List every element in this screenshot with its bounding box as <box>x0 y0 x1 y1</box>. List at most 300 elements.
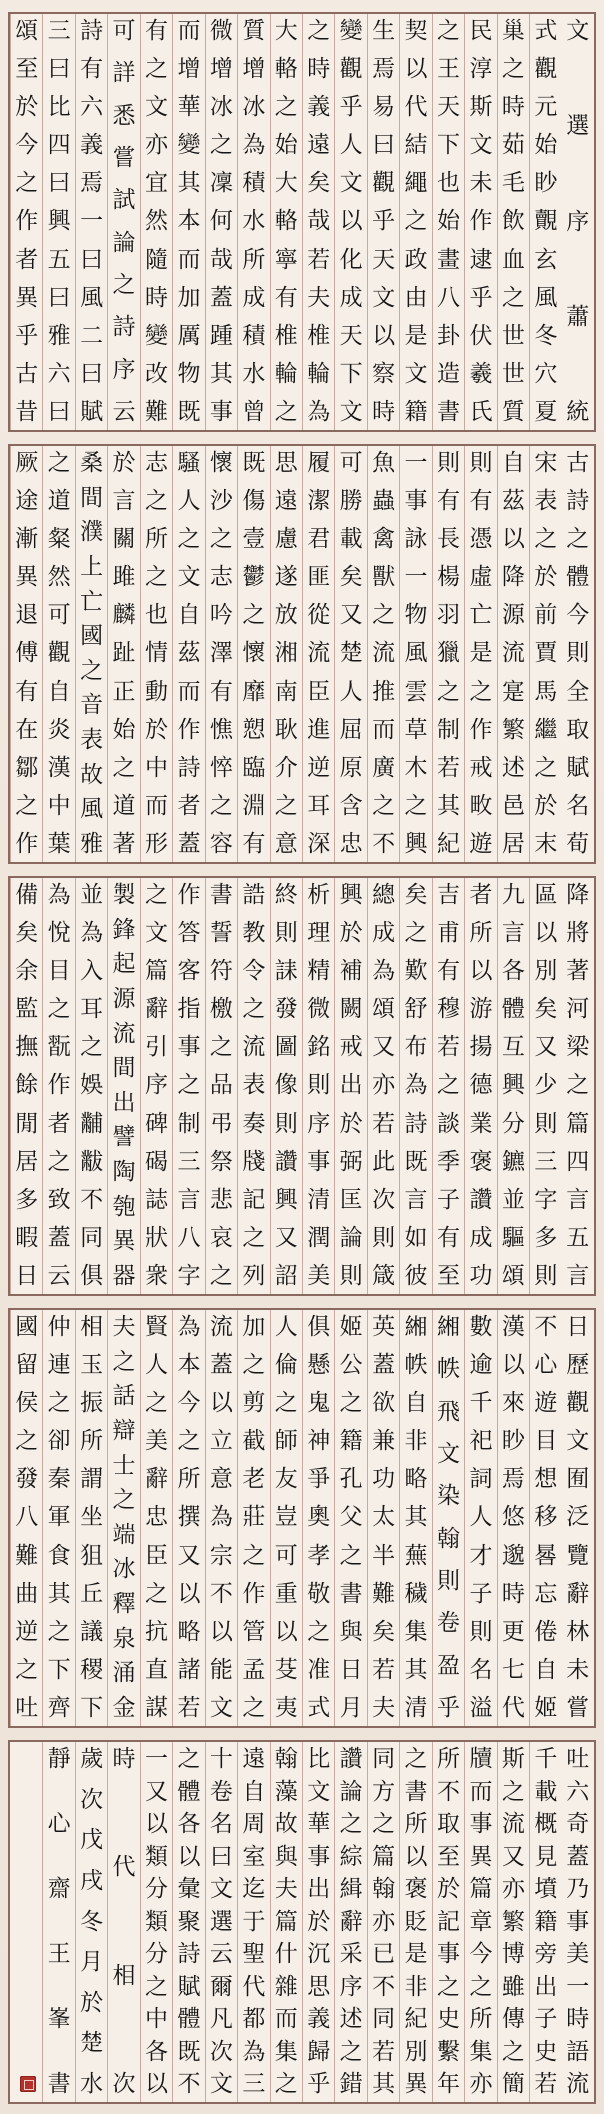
glyph: 十 <box>209 1746 233 1772</box>
glyph: 斯 <box>501 1746 525 1772</box>
glyph: 關 <box>112 526 136 553</box>
glyph: 代 <box>242 1973 266 2000</box>
glyph: 出 <box>339 1072 363 1099</box>
glyph: 清 <box>404 1694 428 1721</box>
glyph: 亡 <box>469 602 493 629</box>
glyph: 傅 <box>15 640 39 667</box>
glyph: 沙 <box>209 488 233 515</box>
glyph: 道 <box>112 792 136 819</box>
glyph: 之 <box>112 1487 136 1514</box>
text-column <box>75 14 107 430</box>
glyph: 觀 <box>47 640 71 667</box>
glyph: 潔 <box>307 488 331 515</box>
glyph: 則 <box>274 920 298 947</box>
glyph: 書 <box>404 1778 428 1805</box>
glyph: 改 <box>144 360 168 387</box>
glyph: 放 <box>274 602 298 629</box>
glyph: 鬼 <box>307 1390 331 1417</box>
glyph: 則 <box>534 1262 558 1289</box>
text-column <box>107 1310 139 1726</box>
glyph: 從 <box>307 602 331 629</box>
glyph: 之 <box>436 678 460 705</box>
glyph: 涌 <box>112 1660 136 1687</box>
glyph: 篇 <box>144 958 168 985</box>
glyph: 牘 <box>469 1746 493 1772</box>
glyph: 下 <box>80 1694 104 1721</box>
glyph: 千 <box>534 1746 558 1772</box>
glyph: 宋 <box>534 450 558 476</box>
glyph: 桑 <box>80 450 104 476</box>
glyph: 事 <box>307 1843 331 1870</box>
glyph: 來 <box>501 1390 525 1417</box>
glyph: 葉 <box>47 830 71 857</box>
glyph: 諸 <box>177 1656 201 1683</box>
glyph: 意 <box>209 1466 233 1493</box>
glyph: 集 <box>404 1618 428 1645</box>
glyph: 羲 <box>469 360 493 387</box>
glyph: 雲 <box>404 678 428 705</box>
glyph: 相 <box>80 1314 104 1340</box>
glyph: 品 <box>209 1072 233 1099</box>
glyph: 俱 <box>80 1262 104 1289</box>
glyph: 若 <box>372 2038 396 2065</box>
glyph: 而 <box>177 246 201 273</box>
glyph: 昔 <box>15 398 39 425</box>
glyph: 化 <box>339 246 363 273</box>
glyph: 之 <box>47 1148 71 1175</box>
glyph: 椎 <box>274 322 298 349</box>
glyph: 風 <box>80 796 104 823</box>
glyph: 潤 <box>307 1224 331 1251</box>
glyph: 丘 <box>80 1580 104 1607</box>
glyph: 愬 <box>242 716 266 743</box>
glyph: 意 <box>274 830 298 857</box>
glyph: 布 <box>404 1034 428 1061</box>
glyph: 之 <box>372 792 396 819</box>
glyph: 類 <box>144 1908 168 1935</box>
glyph: 體 <box>177 2006 201 2032</box>
glyph: 六 <box>47 360 71 387</box>
glyph: 准 <box>307 1656 331 1683</box>
glyph: 論 <box>339 1224 363 1251</box>
glyph: 時 <box>501 94 525 121</box>
glyph: 以 <box>501 526 525 553</box>
glyph: 繁 <box>501 1908 525 1935</box>
glyph: 之 <box>436 1973 460 2000</box>
glyph: 述 <box>501 754 525 781</box>
glyph: 下 <box>436 132 460 159</box>
glyph: 氏 <box>469 398 493 425</box>
glyph: 玉 <box>80 1352 104 1379</box>
glyph: 立 <box>209 1428 233 1455</box>
glyph: 則 <box>534 1110 558 1137</box>
glyph: 血 <box>501 246 525 273</box>
glyph: 華 <box>307 1811 331 1837</box>
glyph: 之 <box>274 1390 298 1417</box>
glyph: 水 <box>242 208 266 235</box>
glyph: 言 <box>177 1186 201 1213</box>
glyph: 盈 <box>436 1652 460 1679</box>
text-column <box>464 446 496 862</box>
glyph: 耿 <box>274 716 298 743</box>
text-column <box>432 1310 464 1726</box>
glyph: 之 <box>372 602 396 629</box>
glyph: 游 <box>469 996 493 1023</box>
glyph: 芟 <box>274 1656 298 1683</box>
glyph: 者 <box>469 882 493 908</box>
glyph: 之 <box>15 170 39 197</box>
glyph: 出 <box>307 1876 331 1902</box>
glyph: 動 <box>144 678 168 705</box>
text-grid <box>10 446 594 862</box>
glyph: 起 <box>112 951 136 978</box>
glyph: 何 <box>209 208 233 235</box>
glyph: 為 <box>209 1504 233 1531</box>
glyph: 詩 <box>80 18 104 44</box>
glyph: 今 <box>177 1390 201 1417</box>
glyph: 出 <box>534 1973 558 2000</box>
glyph: 間 <box>80 484 104 511</box>
glyph: 匏 <box>112 1193 136 1220</box>
glyph: 增 <box>177 56 201 83</box>
glyph: 略 <box>177 1618 201 1645</box>
glyph: 又 <box>144 1778 168 1805</box>
glyph: 思 <box>274 450 298 476</box>
glyph: 於 <box>339 1110 363 1137</box>
glyph: 之 <box>274 2071 298 2097</box>
glyph: 水 <box>242 360 266 387</box>
glyph: 之 <box>274 94 298 121</box>
glyph: 析 <box>307 882 331 908</box>
glyph: 心 <box>47 1811 71 1837</box>
glyph: 勝 <box>339 488 363 515</box>
glyph: 則 <box>566 640 590 667</box>
glyph: 之 <box>566 1072 590 1099</box>
glyph: 古 <box>15 360 39 387</box>
glyph: 鋒 <box>112 916 136 943</box>
glyph: 穆 <box>436 996 460 1023</box>
glyph: 坐 <box>80 1504 104 1531</box>
text-panel-2 <box>8 444 596 864</box>
glyph: 馬 <box>534 678 558 705</box>
glyph: 釋 <box>112 1591 136 1617</box>
text-column <box>562 1310 594 1726</box>
glyph: 形 <box>144 830 168 857</box>
glyph: 質 <box>501 398 525 425</box>
text-grid <box>10 14 594 430</box>
glyph: 之 <box>80 657 104 684</box>
glyph: 英 <box>372 1314 396 1340</box>
glyph: 士 <box>112 1452 136 1479</box>
glyph: 之 <box>566 526 590 553</box>
glyph: 作 <box>177 716 201 743</box>
glyph: 序 <box>566 208 590 235</box>
glyph: 姬 <box>339 1314 363 1340</box>
glyph: 讚 <box>274 1148 298 1175</box>
glyph: 出 <box>112 1089 136 1116</box>
glyph: 碣 <box>144 1148 168 1175</box>
glyph: 什 <box>274 1941 298 1967</box>
glyph: 暇 <box>15 1224 39 1251</box>
glyph: 客 <box>177 958 201 985</box>
glyph: 囿 <box>566 1466 590 1493</box>
text-panel-5 <box>8 1740 596 2104</box>
glyph: 為 <box>47 882 71 908</box>
glyph: 間 <box>112 1055 136 1082</box>
glyph: 弔 <box>209 1110 233 1137</box>
text-column <box>529 878 561 1294</box>
glyph: 而 <box>177 18 201 44</box>
glyph: 履 <box>307 450 331 476</box>
glyph: 卷 <box>436 1610 460 1637</box>
glyph: 牋 <box>242 1148 266 1175</box>
glyph: 孟 <box>242 1656 266 1683</box>
text-panel-4 <box>8 1308 596 1728</box>
text-grid <box>10 1310 594 1726</box>
glyph: 深 <box>307 830 331 857</box>
glyph: 時 <box>501 1580 525 1607</box>
glyph: 卦 <box>436 322 460 349</box>
glyph: 以 <box>209 1618 233 1645</box>
glyph: 繩 <box>404 170 428 197</box>
glyph: 忘 <box>534 1580 558 1607</box>
glyph: 乎 <box>307 2071 331 2097</box>
glyph: 乎 <box>339 94 363 121</box>
glyph: 文 <box>209 1876 233 1902</box>
glyph: 次 <box>209 2038 233 2065</box>
glyph: 宜 <box>144 170 168 197</box>
glyph: 楚 <box>339 640 363 667</box>
glyph: 之 <box>112 1348 136 1375</box>
glyph: 狀 <box>144 1224 168 1251</box>
glyph: 作 <box>469 208 493 235</box>
glyph: 藻 <box>274 1778 298 1805</box>
glyph: 莊 <box>242 1504 266 1531</box>
glyph: 文 <box>209 1694 233 1721</box>
glyph: 序 <box>144 1072 168 1099</box>
glyph: 獵 <box>436 640 460 667</box>
glyph: 為 <box>307 398 331 425</box>
glyph: 匪 <box>307 564 331 591</box>
glyph: 緗 <box>436 1314 460 1340</box>
glyph: 古 <box>566 450 590 476</box>
glyph: 博 <box>501 1941 525 1967</box>
text-column <box>270 878 302 1294</box>
glyph: 曰 <box>47 284 71 311</box>
glyph: 以 <box>339 208 363 235</box>
glyph: 辭 <box>339 1908 363 1935</box>
glyph: 途 <box>15 488 39 515</box>
glyph: 輪 <box>307 360 331 387</box>
text-column <box>10 446 42 862</box>
glyph: 檄 <box>209 996 233 1023</box>
glyph: 邈 <box>501 1542 525 1569</box>
glyph: 降 <box>501 564 525 591</box>
glyph: 事 <box>404 488 428 515</box>
glyph: 為 <box>242 132 266 159</box>
glyph: 之 <box>534 526 558 553</box>
glyph: 澤 <box>209 640 233 667</box>
glyph: 之 <box>47 450 71 476</box>
glyph: 為 <box>372 958 396 985</box>
glyph: 類 <box>144 1843 168 1870</box>
glyph: 是 <box>404 322 428 349</box>
glyph: 事 <box>177 1034 201 1061</box>
glyph: 並 <box>80 882 104 908</box>
glyph: 箴 <box>372 1262 396 1289</box>
glyph: 又 <box>372 1034 396 1061</box>
glyph: 由 <box>404 284 428 311</box>
glyph: 兼 <box>372 1428 396 1455</box>
glyph: 觀 <box>566 1390 590 1417</box>
text-column <box>399 878 431 1294</box>
glyph: 濮 <box>80 519 104 546</box>
glyph: 迄 <box>242 1876 266 1902</box>
glyph: 其 <box>47 1580 71 1607</box>
text-column <box>367 446 399 862</box>
text-column <box>399 14 431 430</box>
text-column <box>10 14 42 430</box>
glyph: 選 <box>566 113 590 140</box>
glyph: 一 <box>404 450 428 476</box>
text-column <box>10 1310 42 1726</box>
glyph: 以 <box>177 1580 201 1607</box>
text-column <box>432 878 464 1294</box>
glyph: 室 <box>242 1843 266 1870</box>
glyph: 曰 <box>47 56 71 83</box>
glyph: 遠 <box>307 132 331 159</box>
glyph: 老 <box>242 1466 266 1493</box>
glyph: 矣 <box>307 170 331 197</box>
glyph: 隨 <box>144 246 168 273</box>
glyph: 中 <box>144 754 168 781</box>
glyph: 言 <box>404 1186 428 1213</box>
glyph: 矣 <box>534 996 558 1023</box>
glyph: 亦 <box>372 1908 396 1935</box>
glyph: 概 <box>534 1811 558 1837</box>
glyph: 變 <box>144 322 168 349</box>
text-column <box>562 878 594 1294</box>
glyph: 彙 <box>177 1876 201 1902</box>
glyph: 若 <box>534 2071 558 2097</box>
glyph: 綜 <box>339 1843 363 1870</box>
glyph: 泛 <box>566 1504 590 1531</box>
glyph: 引 <box>144 1034 168 1061</box>
glyph: 奇 <box>566 1811 590 1837</box>
glyph: 周 <box>242 1811 266 1837</box>
glyph: 將 <box>566 920 590 947</box>
glyph: 著 <box>112 830 136 857</box>
glyph: 目 <box>47 958 71 985</box>
glyph: 草 <box>404 716 428 743</box>
glyph: 歲 <box>80 1746 104 1772</box>
glyph: 所 <box>436 1746 460 1772</box>
glyph: 奧 <box>307 1504 331 1531</box>
glyph: 論 <box>339 1778 363 1805</box>
glyph: 史 <box>436 2006 460 2032</box>
glyph: 有 <box>469 488 493 515</box>
glyph: 方 <box>372 1778 396 1805</box>
glyph: 之 <box>242 1694 266 1721</box>
text-column <box>529 14 561 430</box>
text-column <box>107 878 139 1294</box>
glyph: 冰 <box>112 1556 136 1583</box>
glyph: 侯 <box>15 1390 39 1417</box>
glyph: 不 <box>80 1186 104 1213</box>
text-column <box>399 1742 431 2102</box>
glyph: 篇 <box>566 1110 590 1137</box>
glyph: 以 <box>274 1618 298 1645</box>
glyph: 加 <box>242 1314 266 1340</box>
text-column <box>497 14 529 430</box>
glyph: 連 <box>47 1352 71 1379</box>
glyph: 悴 <box>209 754 233 781</box>
glyph: 逆 <box>15 1618 39 1645</box>
glyph: 之 <box>339 1542 363 1569</box>
glyph: 集 <box>469 2038 493 2065</box>
glyph: 作 <box>177 882 201 908</box>
glyph: 既 <box>404 1148 428 1175</box>
glyph: 雜 <box>274 1973 298 2000</box>
glyph: 興 <box>501 1072 525 1099</box>
glyph: 之 <box>144 564 168 591</box>
glyph: 同 <box>372 2006 396 2032</box>
glyph: 文 <box>566 1428 590 1455</box>
glyph: 之 <box>80 1034 104 1061</box>
glyph: 眇 <box>501 1428 525 1455</box>
glyph: 之 <box>47 1390 71 1417</box>
glyph: 於 <box>144 716 168 743</box>
glyph: 自 <box>47 678 71 705</box>
glyph: 紀 <box>436 830 460 857</box>
glyph: 生 <box>372 18 396 44</box>
glyph: 子 <box>469 1580 493 1607</box>
glyph: 有 <box>80 56 104 83</box>
text-column <box>562 1742 594 2102</box>
glyph: 公 <box>339 1352 363 1379</box>
glyph: 教 <box>242 920 266 947</box>
glyph: 終 <box>274 882 298 908</box>
glyph: 遊 <box>469 830 493 857</box>
glyph: 狙 <box>80 1542 104 1569</box>
glyph: 道 <box>47 488 71 515</box>
text-column <box>334 1310 366 1726</box>
glyph: 沉 <box>307 1941 331 1967</box>
glyph: 難 <box>15 1542 39 1569</box>
text-column <box>205 446 237 862</box>
red-seal-icon <box>20 2076 36 2092</box>
glyph: 讚 <box>339 1746 363 1772</box>
text-column <box>140 878 172 1294</box>
glyph: 代 <box>501 1694 525 1721</box>
glyph: 自 <box>534 1656 558 1683</box>
glyph: 矣 <box>339 564 363 591</box>
glyph: 多 <box>15 1186 39 1213</box>
glyph: 思 <box>307 1973 331 2000</box>
glyph: 可 <box>274 1542 298 1569</box>
glyph: 事 <box>469 1811 493 1837</box>
glyph: 錯 <box>339 2071 363 2097</box>
glyph: 神 <box>307 1428 331 1455</box>
glyph: 流 <box>242 1034 266 1061</box>
text-column <box>205 14 237 430</box>
glyph: 於 <box>80 1989 104 2016</box>
glyph: 答 <box>177 920 201 947</box>
glyph: 制 <box>177 1110 201 1137</box>
glyph: 亦 <box>144 132 168 159</box>
glyph: 序 <box>112 356 136 383</box>
text-column <box>140 1310 172 1726</box>
